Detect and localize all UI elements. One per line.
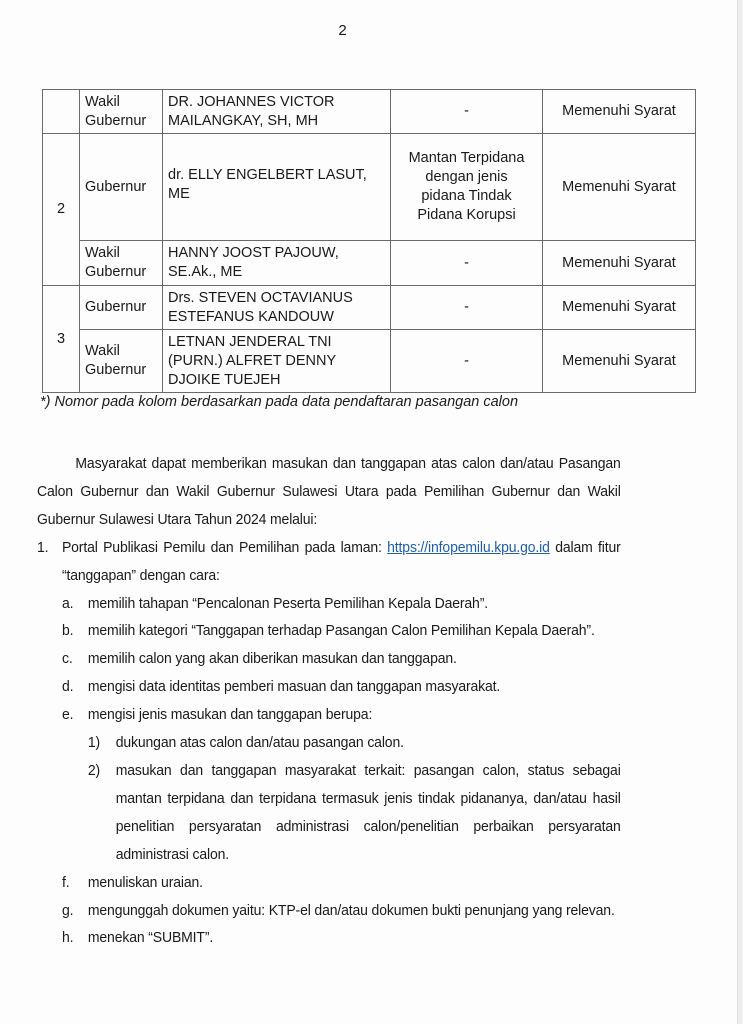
cell-jabatan: Wakil Gubernur bbox=[80, 90, 163, 134]
list-marker: g. bbox=[61, 902, 74, 919]
page-number: 2 bbox=[338, 22, 347, 39]
list-text: memilih tahapan “Pencalonan Peserta Pemilihan Kepala Daerah”. bbox=[87, 595, 488, 612]
list-marker: e. bbox=[61, 707, 74, 724]
list-text: mengisi data identitas pemberi masuan dan tanggapan masyarakat. bbox=[87, 679, 501, 696]
cell-nama: Drs. STEVEN OCTAVIANUS ESTEFANUS KANDOUW bbox=[163, 286, 391, 330]
list-item bbox=[37, 925, 621, 953]
list-text: mengisi jenis masukan dan tanggapan berupa: bbox=[87, 707, 373, 724]
list-item bbox=[37, 674, 621, 702]
list-item bbox=[37, 702, 621, 730]
list-text: memilih kategori “Tanggapan terhadap Pasangan Calon Pemilihan Kepala Daerah”. bbox=[87, 623, 595, 640]
cell-no: 3 bbox=[43, 286, 80, 393]
list-marker: d. bbox=[61, 679, 74, 696]
list-text: memilih calon yang akan diberikan masukan dan tanggapan. bbox=[87, 651, 457, 668]
cell-status: Memenuhi Syarat bbox=[543, 286, 696, 330]
list-item bbox=[37, 618, 621, 646]
item-text-after: dalam fitur “tanggapan” dengan cara: bbox=[61, 539, 621, 584]
cell-nama: HANNY JOOST PAJOUW, SE.Ak., ME bbox=[163, 241, 391, 286]
table-row bbox=[43, 90, 696, 134]
intro-paragraph: Masyarakat dapat memberikan masukan dan tanggapan atas calon dan/atau Pasangan Calon Gubernur dan Wakil Gubernur Sulawesi Utara pada Pemilihan Gubernur dan Wakil Gubernur Sulawesi Utara Tahun 2024 melalui: bbox=[37, 456, 621, 528]
table-row bbox=[43, 330, 696, 393]
cell-keterangan: - bbox=[391, 241, 543, 286]
list-marker: c. bbox=[61, 651, 73, 668]
table-footnote: *) Nomor pada kolom berdasarkan pada data pendaftaran pasangan calon bbox=[40, 394, 519, 410]
list-text: masukan dan tanggapan masyarakat terkait: pasangan calon, status sebagai mantan terpidana dan terpidana termasuk jenis tindak pidananya, dan/atau hasil penelitian persyaratan administrasi calon/penelitian perbaikan persyaratan administrasi calon. bbox=[115, 762, 621, 863]
cell-nama: LETNAN JENDERAL TNI (PURN.) ALFRET DENNY DJOIKE TUEJEH bbox=[163, 330, 391, 393]
sub-list-item bbox=[37, 730, 621, 758]
cell-status: Memenuhi Syarat bbox=[543, 90, 696, 134]
list-item bbox=[37, 535, 621, 591]
list-marker: 1. bbox=[37, 539, 49, 556]
list-text bbox=[62, 535, 621, 591]
table-row bbox=[43, 286, 696, 330]
cell-status: Memenuhi Syarat bbox=[543, 241, 696, 286]
cell-keterangan: - bbox=[391, 286, 543, 330]
cell-nama: dr. ELLY ENGELBERT LASUT, ME bbox=[163, 134, 391, 241]
item-text-before: Portal Publikasi Pemilu dan Pemilihan pada laman: bbox=[61, 539, 388, 556]
list-text: menekan “SUBMIT”. bbox=[87, 930, 214, 947]
cell-jabatan: Gubernur bbox=[80, 286, 163, 330]
list-item bbox=[37, 646, 621, 674]
cell-keterangan: Mantan Terpidana dengan jenis pidana Tindak Pidana Korupsi bbox=[391, 134, 543, 241]
list-marker: h. bbox=[61, 930, 74, 947]
list-marker: b. bbox=[61, 623, 74, 640]
cell-nama: DR. JOHANNES VICTOR MAILANGKAY, SH, MH bbox=[163, 90, 391, 134]
cell-keterangan: - bbox=[391, 90, 543, 134]
cell-jabatan: Wakil Gubernur bbox=[80, 241, 163, 286]
sub-list-item bbox=[37, 758, 621, 870]
cell-keterangan: - bbox=[391, 330, 543, 393]
cell-no: 2 bbox=[43, 134, 80, 286]
list-text: mengunggah dokumen yaitu: KTP-el dan/atau dokumen bukti penunjang yang relevan. bbox=[87, 902, 615, 919]
list-marker: a. bbox=[61, 595, 74, 612]
cell-jabatan: Wakil Gubernur bbox=[80, 330, 163, 393]
infopemilu-link[interactable]: https://infopemilu.kpu.go.id bbox=[387, 539, 550, 556]
list-marker: f. bbox=[61, 874, 70, 891]
page-edge bbox=[737, 0, 743, 1024]
list-text: dukungan atas calon dan/atau pasangan calon. bbox=[115, 735, 404, 752]
list-marker: 1) bbox=[87, 735, 101, 752]
list-text: menuliskan uraian. bbox=[87, 874, 203, 891]
list-item bbox=[37, 591, 621, 619]
table-row bbox=[43, 241, 696, 286]
table-row bbox=[43, 134, 696, 241]
cell-no bbox=[43, 90, 80, 134]
list-item bbox=[37, 898, 621, 926]
list-marker: 2) bbox=[87, 762, 101, 779]
cell-status: Memenuhi Syarat bbox=[543, 134, 696, 241]
body-text bbox=[37, 451, 621, 953]
cell-status: Memenuhi Syarat bbox=[543, 330, 696, 393]
candidate-table bbox=[42, 89, 696, 393]
cell-jabatan: Gubernur bbox=[80, 134, 163, 241]
list-item bbox=[37, 870, 621, 898]
